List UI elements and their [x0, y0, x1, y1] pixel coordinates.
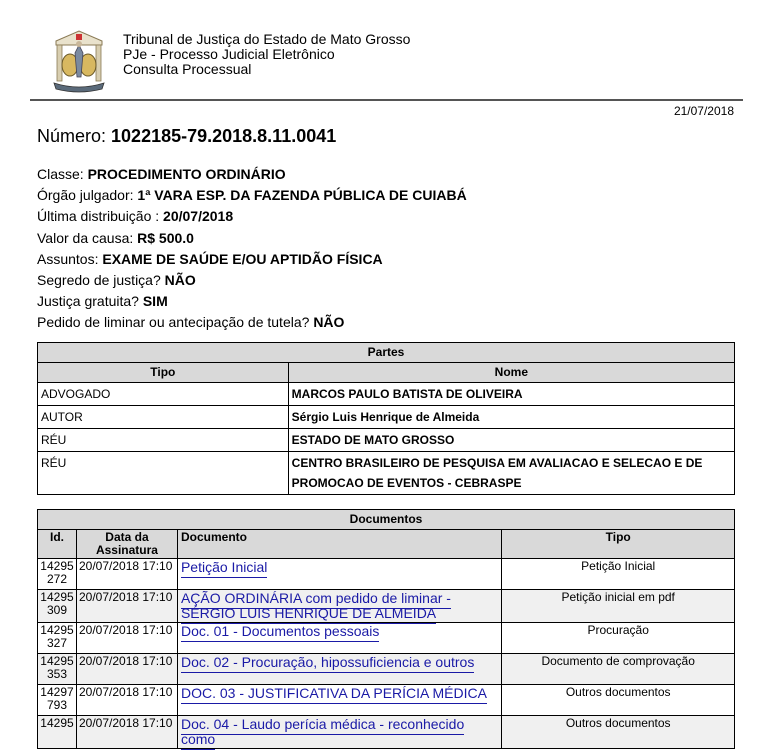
partes-table	[37, 342, 735, 495]
system-name: PJe - Processo Judicial Eletrônico	[123, 46, 335, 62]
column-header-id: Id.	[38, 530, 77, 559]
page-subtitle: Consulta Processual	[123, 61, 252, 77]
field-value: SIM	[142, 293, 168, 310]
column-header-nome: Nome	[288, 363, 734, 383]
doc-type: Outros documentos	[502, 685, 735, 716]
doc-link[interactable]: Doc. 04 - Laudo perícia médica - reconhecido como	[181, 716, 464, 750]
page-header	[30, 24, 743, 101]
table-row	[38, 716, 735, 749]
field-orgao-julgador	[37, 185, 467, 206]
field-segredo-justica	[37, 270, 467, 291]
parte-tipo: ADVOGADO	[38, 383, 289, 406]
field-label: Classe:	[37, 166, 88, 182]
parte-nome: ESTADO DE MATO GROSSO	[288, 429, 734, 452]
table-row	[38, 623, 735, 654]
table-row	[38, 559, 735, 590]
doc-date: 20/07/2018 17:10	[76, 590, 177, 623]
documentos-title: Documentos	[38, 510, 735, 530]
table-row	[38, 383, 735, 406]
field-ultima-distribuicao	[37, 206, 467, 227]
column-header-documento: Documento	[177, 530, 501, 559]
parte-nome: CENTRO BRASILEIRO DE PESQUISA EM AVALIACAO E SELECAO E DE PROMOCAO DE EVENTOS - CEBRASPE	[288, 452, 734, 495]
doc-link[interactable]: AÇÃO ORDINÁRIA com pedido de liminar - SÉRGIO LUIS HENRIQUE DE ALMEIDA	[181, 590, 451, 624]
doc-id: 14297 793	[38, 685, 77, 716]
parte-nome: Sérgio Luis Henrique de Almeida	[288, 406, 734, 429]
court-name: Tribunal de Justiça do Estado de Mato Grosso	[123, 31, 411, 47]
column-header-tipo: Tipo	[38, 363, 289, 383]
column-header-data-assinatura: Data da Assinatura	[76, 530, 177, 559]
parte-tipo: AUTOR	[38, 406, 289, 429]
doc-id: 14295 327	[38, 623, 77, 654]
field-label: Assuntos:	[37, 250, 103, 267]
doc-link[interactable]: Doc. 02 - Procuração, hipossuficiencia e outros	[181, 654, 474, 673]
table-row	[38, 406, 735, 429]
field-label: Pedido de liminar ou antecipação de tutela?	[37, 314, 314, 331]
column-header-tipo: Tipo	[502, 530, 735, 559]
field-value: 1ª VARA ESP. DA FAZENDA PÚBLICA DE CUIABÁ	[137, 187, 467, 204]
field-classe	[37, 164, 467, 185]
parte-tipo: RÉU	[38, 429, 289, 452]
parte-tipo: RÉU	[38, 452, 289, 495]
process-number-label: Número:	[37, 126, 112, 146]
doc-id: 14295 309	[38, 590, 77, 623]
field-label: Órgão julgador:	[37, 187, 138, 204]
field-value: EXAME DE SAÚDE E/OU APTIDÃO FÍSICA	[102, 250, 383, 267]
doc-type: Outros documentos	[502, 716, 735, 749]
table-row	[38, 429, 735, 452]
doc-id: 14295	[38, 716, 77, 749]
doc-date: 20/07/2018 17:10	[76, 654, 177, 685]
field-value: 20/07/2018	[163, 208, 234, 225]
process-number	[37, 126, 336, 147]
field-justica-gratuita	[37, 291, 467, 312]
field-assuntos	[37, 249, 467, 270]
field-label: Justiça gratuita?	[37, 293, 143, 310]
doc-type: Petição Inicial	[502, 559, 735, 590]
doc-id: 14295 272	[38, 559, 77, 590]
doc-link[interactable]: DOC. 03 - JUSTIFICATIVA DA PERÍCIA MÉDICA	[181, 685, 487, 704]
table-row	[38, 590, 735, 623]
doc-link[interactable]: Petição Inicial	[181, 559, 267, 578]
field-label: Segredo de justiça?	[37, 272, 165, 289]
table-row	[38, 685, 735, 716]
field-value: R$ 500.0	[137, 229, 194, 246]
doc-type: Petição inicial em pdf	[502, 590, 735, 623]
court-coat-of-arms-icon	[48, 27, 110, 95]
doc-type: Procuração	[502, 623, 735, 654]
doc-link[interactable]: Doc. 01 - Documentos pessoais	[181, 623, 379, 642]
doc-date: 20/07/2018 17:10	[76, 623, 177, 654]
field-valor-causa	[37, 228, 467, 249]
process-details	[37, 164, 467, 334]
documentos-table	[37, 509, 735, 749]
doc-id: 14295 353	[38, 654, 77, 685]
table-row	[38, 654, 735, 685]
doc-date: 20/07/2018 17:10	[76, 716, 177, 749]
field-value: NÃO	[313, 314, 345, 331]
field-label: Última distribuição :	[37, 208, 164, 225]
partes-title: Partes	[38, 343, 735, 363]
field-label: Valor da causa:	[37, 229, 138, 246]
parte-nome: MARCOS PAULO BATISTA DE OLIVEIRA	[288, 383, 734, 406]
print-date: 21/07/2018	[673, 104, 734, 118]
process-number-value: 1022185-79.2018.8.11.0041	[111, 126, 337, 146]
field-value: NÃO	[164, 272, 196, 289]
doc-type: Documento de comprovação	[502, 654, 735, 685]
field-pedido-liminar	[37, 312, 467, 333]
table-row	[38, 452, 735, 495]
field-value: PROCEDIMENTO ORDINÁRIO	[87, 166, 286, 182]
doc-date: 20/07/2018 17:10	[76, 685, 177, 716]
doc-date: 20/07/2018 17:10	[76, 559, 177, 590]
